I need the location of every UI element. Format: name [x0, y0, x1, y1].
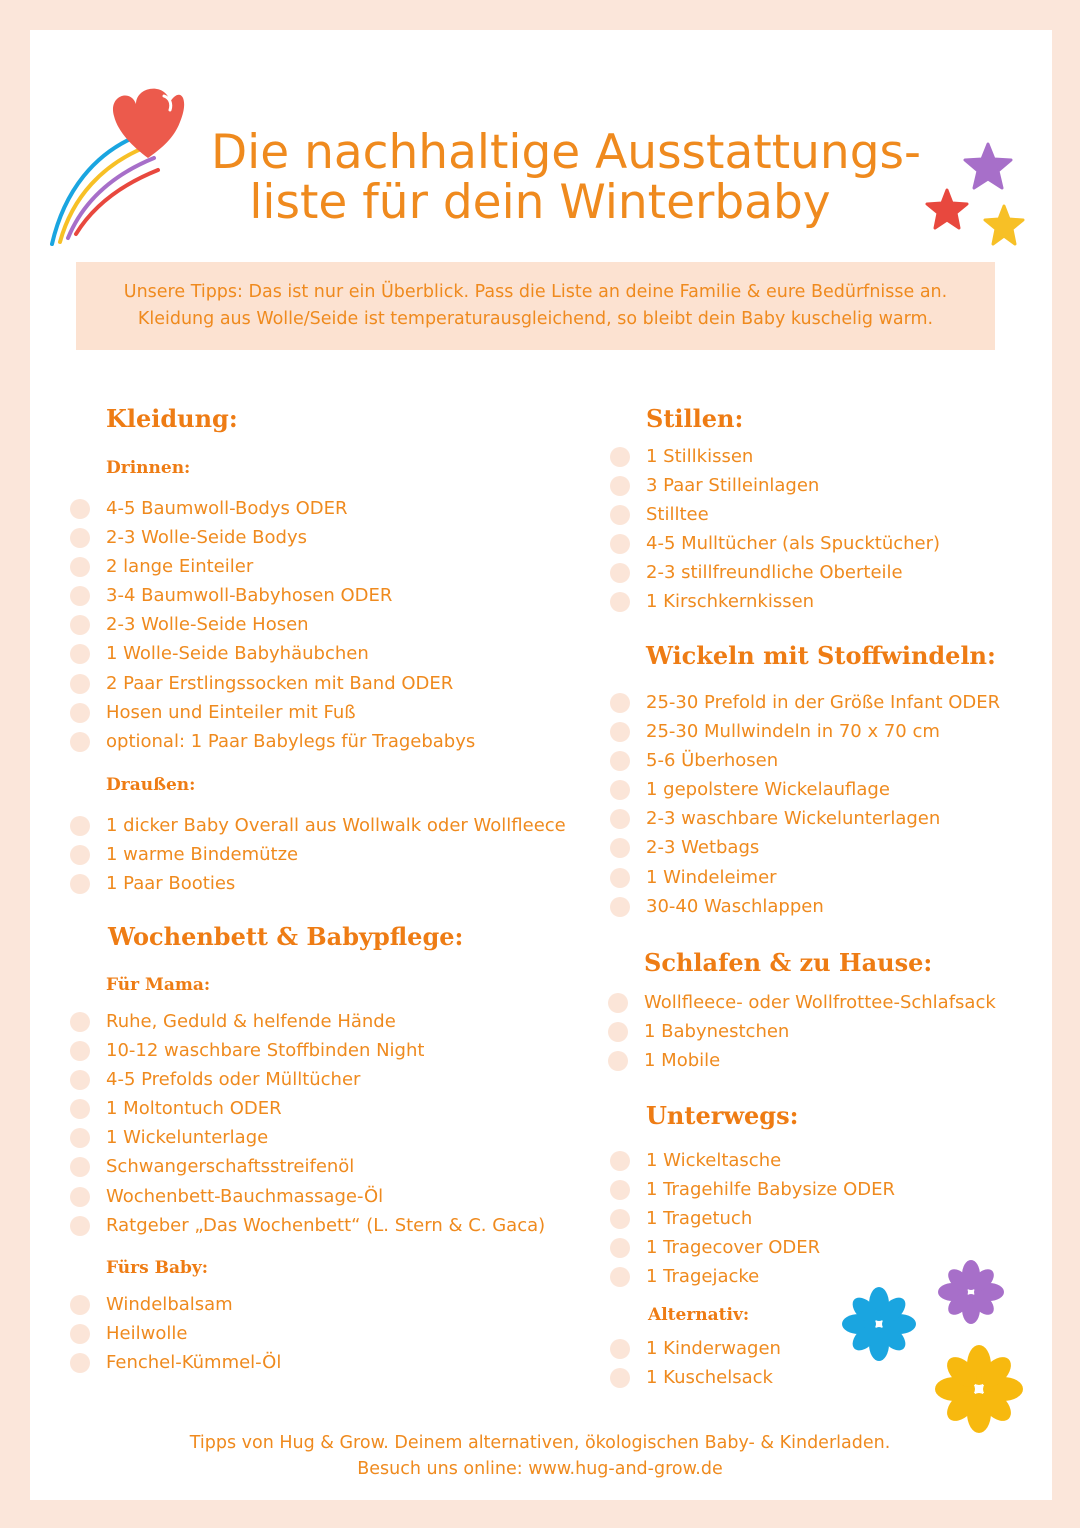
checkbox[interactable] [70, 615, 90, 635]
subheading-drinnen: Drinnen: [106, 458, 191, 478]
item-label: 4-5 Baumwoll-Bodys ODER [106, 498, 348, 519]
subheading-draussen: Draußen: [106, 775, 196, 795]
list-unterwegs [610, 1146, 895, 1291]
item-label: 1 Wickelunterlage [106, 1127, 269, 1149]
checkbox[interactable] [70, 586, 90, 606]
title-line-2: liste für dein Winterbaby [249, 175, 831, 230]
checkbox[interactable] [608, 1051, 628, 1071]
list-item[interactable] [610, 804, 1000, 833]
item-label: Ratgeber „Das Wochenbett“ (L. Stern & C. Gaca) [106, 1214, 546, 1236]
checkbox[interactable] [70, 1295, 90, 1315]
list-item[interactable] [610, 688, 1000, 717]
list-item[interactable] [608, 1046, 996, 1075]
heading-unterwegs: Unterwegs: [646, 1101, 799, 1130]
list-item[interactable] [610, 558, 940, 587]
checkbox[interactable] [610, 897, 630, 917]
page-title [0, 125, 1080, 230]
list-item[interactable] [70, 523, 475, 552]
checkbox[interactable] [70, 874, 90, 894]
heading-wickeln: Wickeln mit Stoffwindeln: [646, 641, 996, 670]
checkbox[interactable] [610, 722, 630, 742]
checkbox[interactable] [70, 557, 90, 577]
checkbox[interactable] [610, 1368, 630, 1388]
item-label: 2-3 waschbare Wickelunterlagen [646, 808, 941, 830]
list-item[interactable] [610, 1233, 895, 1262]
list-item[interactable] [610, 775, 1000, 804]
list-item[interactable] [70, 811, 566, 840]
tips-line-2: Kleidung aus Wolle/Seide ist temperaturausgleichend, so bleibt dein Baby kuschelig warm. [137, 309, 934, 329]
list-item[interactable] [70, 494, 475, 523]
checkbox[interactable] [610, 534, 630, 554]
list-item[interactable] [610, 746, 1000, 775]
list-item[interactable] [610, 892, 1000, 921]
item-label: 2 lange Einteiler [106, 556, 254, 578]
list-drinnen [70, 494, 475, 756]
checkbox[interactable] [70, 1099, 90, 1119]
checkbox[interactable] [70, 816, 90, 836]
list-item[interactable] [70, 869, 566, 898]
list-item[interactable] [70, 1152, 545, 1181]
checkbox[interactable] [610, 780, 630, 800]
checkbox[interactable] [70, 1324, 90, 1344]
item-label: 4-5 Mulltücher (als Spucktücher) [646, 533, 941, 555]
item-label: 2-3 stillfreundliche Oberteile [646, 562, 903, 584]
checkbox[interactable] [610, 1238, 630, 1258]
list-item[interactable] [610, 1146, 895, 1175]
list-item[interactable] [70, 1182, 545, 1211]
flower-purple-icon [938, 1260, 1004, 1324]
item-label: 1 Stillkissen [646, 446, 754, 467]
item-label: 30-40 Waschlappen [646, 895, 824, 917]
list-item[interactable] [608, 1017, 996, 1046]
list-item[interactable] [70, 1094, 545, 1123]
list-item[interactable] [610, 833, 1000, 862]
item-label: Wollfleece- oder Wollfrottee-Schlafsack [644, 992, 996, 1013]
list-stillen [610, 442, 940, 617]
checkbox[interactable] [70, 1216, 90, 1236]
checkbox[interactable] [610, 868, 630, 888]
item-label: 1 Babynestchen [644, 1021, 790, 1043]
list-item[interactable] [70, 610, 475, 639]
item-label: 1 Kirschkernkissen [646, 591, 815, 613]
checkbox[interactable] [70, 499, 90, 519]
footer-line-1: Tipps von Hug & Grow. Deinem alternativen, ökologischen Baby- & Kinderladen. [189, 1433, 891, 1453]
list-item[interactable] [70, 581, 475, 610]
subheading-alternativ: Alternativ: [648, 1305, 750, 1325]
checkbox[interactable] [610, 1151, 630, 1171]
list-item[interactable] [610, 587, 940, 616]
checkbox[interactable] [610, 476, 630, 496]
item-label: 1 Windeleimer [646, 866, 777, 888]
checkbox[interactable] [70, 674, 90, 694]
item-label: 1 Tragejacke [646, 1266, 760, 1288]
checkbox[interactable] [70, 845, 90, 865]
item-label: 2 Paar Erstlingssocken mit Band ODER [106, 672, 454, 694]
item-label: 1 dicker Baby Overall aus Wollwalk oder Wollfleece [106, 815, 566, 836]
list-item[interactable] [610, 1363, 781, 1392]
list-item[interactable] [70, 669, 475, 698]
item-label: Wochenbett-Bauchmassage-Öl [106, 1185, 384, 1207]
item-label: 25-30 Mullwindeln in 70 x 70 cm [646, 721, 940, 743]
item-label: 1 Tragecover ODER [646, 1237, 821, 1259]
list-baby [70, 1290, 281, 1377]
list-item[interactable] [610, 1204, 895, 1233]
item-label: Windelbalsam [106, 1294, 233, 1315]
heading-stillen: Stillen: [646, 404, 744, 433]
item-label: 1 gepolstere Wickelauflage [646, 779, 890, 801]
list-item[interactable] [70, 639, 475, 668]
checkbox[interactable] [70, 703, 90, 723]
list-item[interactable] [610, 1334, 781, 1363]
list-item[interactable] [70, 1290, 281, 1319]
list-item[interactable] [70, 1065, 545, 1094]
footer [0, 1430, 1080, 1482]
flower-blue-icon [840, 1286, 918, 1362]
list-item[interactable] [608, 988, 996, 1017]
checkbox[interactable] [70, 1012, 90, 1032]
list-item[interactable] [610, 717, 1000, 746]
item-label: 1 warme Bindemütze [106, 844, 299, 866]
item-label: 1 Moltontuch ODER [106, 1098, 282, 1120]
tips-line-1: Unsere Tipps: Das ist nur ein Überblick. Pass die Liste an deine Familie & eure Bedürfnisse an. [123, 282, 948, 302]
list-item[interactable] [70, 727, 475, 756]
checkbox[interactable] [610, 809, 630, 829]
list-item[interactable] [70, 840, 566, 869]
checkbox[interactable] [70, 528, 90, 548]
item-label: 3-4 Baumwoll-Babyhosen ODER [106, 585, 393, 607]
checkbox[interactable] [608, 993, 628, 1013]
list-mama [70, 1007, 545, 1240]
item-label: 10-12 waschbare Stoffbinden Night [106, 1040, 425, 1062]
checkbox[interactable] [610, 838, 630, 858]
item-label: 1 Wolle-Seide Babyhäubchen [106, 643, 369, 665]
tips-box [76, 262, 995, 350]
item-label: 1 Mobile [644, 1050, 721, 1072]
list-schlafen [608, 988, 996, 1075]
item-label: 1 Kuschelsack [646, 1367, 773, 1389]
checkbox[interactable] [70, 1070, 90, 1090]
item-label: Hosen und Einteiler mit Fuß [106, 701, 356, 723]
checkbox[interactable] [610, 563, 630, 583]
item-label: Ruhe, Geduld & helfende Hände [106, 1011, 396, 1032]
footer-line-2[interactable]: Besuch uns online: www.hug-and-grow.de [357, 1459, 723, 1479]
checkbox[interactable] [70, 732, 90, 752]
checkbox[interactable] [608, 1022, 628, 1042]
item-label: 1 Tragetuch [646, 1208, 753, 1230]
list-item[interactable] [610, 471, 940, 500]
checkbox[interactable] [70, 1128, 90, 1148]
checkbox[interactable] [70, 1353, 90, 1373]
heading-kleidung: Kleidung: [106, 404, 238, 433]
item-label: 3 Paar Stilleinlagen [646, 475, 820, 497]
checkbox[interactable] [70, 1157, 90, 1177]
list-item[interactable] [70, 1348, 281, 1377]
checkbox[interactable] [610, 592, 630, 612]
checkbox[interactable] [610, 751, 630, 771]
checkbox[interactable] [70, 1041, 90, 1061]
title-line-1: Die nachhaltige Ausstattungs- [210, 125, 921, 180]
item-label: optional: 1 Paar Babylegs für Tragebabys [106, 730, 476, 752]
item-label: Fenchel-Kümmel-Öl [106, 1352, 282, 1374]
item-label: 2-3 Wetbags [646, 837, 760, 859]
list-item[interactable] [610, 500, 940, 529]
item-label: 25-30 Prefold in der Größe Infant ODER [646, 692, 1001, 713]
item-label: Schwangerschaftsstreifenöl [106, 1156, 355, 1178]
list-item[interactable] [70, 1007, 545, 1036]
item-label: Stilltee [646, 504, 709, 526]
checkbox[interactable] [610, 447, 630, 467]
flower-yellow-icon [932, 1344, 1026, 1434]
list-wickeln [610, 688, 1000, 921]
subheading-baby: Fürs Baby: [106, 1258, 208, 1278]
item-label: 1 Wickeltasche [646, 1150, 782, 1171]
checkbox[interactable] [610, 1209, 630, 1229]
item-label: 2-3 Wolle-Seide Hosen [106, 614, 309, 636]
list-item[interactable] [70, 698, 475, 727]
list-item[interactable] [610, 442, 940, 471]
checkbox[interactable] [610, 1267, 630, 1287]
list-alternativ [610, 1334, 781, 1392]
list-item[interactable] [610, 863, 1000, 892]
item-label: 2-3 Wolle-Seide Bodys [106, 527, 307, 549]
list-item[interactable] [70, 1319, 281, 1348]
checkbox[interactable] [610, 693, 630, 713]
list-item[interactable] [610, 529, 940, 558]
item-label: 4-5 Prefolds oder Mülltücher [106, 1069, 361, 1091]
subheading-mama: Für Mama: [106, 975, 211, 995]
list-item[interactable] [70, 1123, 545, 1152]
heading-schlafen: Schlafen & zu Hause: [644, 948, 933, 977]
checkbox[interactable] [70, 1187, 90, 1207]
checkbox[interactable] [610, 1339, 630, 1359]
item-label: Heilwolle [106, 1323, 188, 1345]
list-item[interactable] [70, 1211, 545, 1240]
list-item[interactable] [610, 1175, 895, 1204]
heading-wochenbett: Wochenbett & Babypflege: [108, 922, 464, 951]
checkbox[interactable] [70, 644, 90, 664]
item-label: 5-6 Überhosen [646, 750, 779, 772]
list-item[interactable] [70, 552, 475, 581]
checkbox[interactable] [610, 505, 630, 525]
list-item[interactable] [70, 1036, 545, 1065]
item-label: 1 Tragehilfe Babysize ODER [646, 1179, 895, 1201]
item-label: 1 Kinderwagen [646, 1338, 781, 1359]
item-label: 1 Paar Booties [106, 873, 236, 895]
checkbox[interactable] [610, 1180, 630, 1200]
list-draussen [70, 811, 566, 898]
